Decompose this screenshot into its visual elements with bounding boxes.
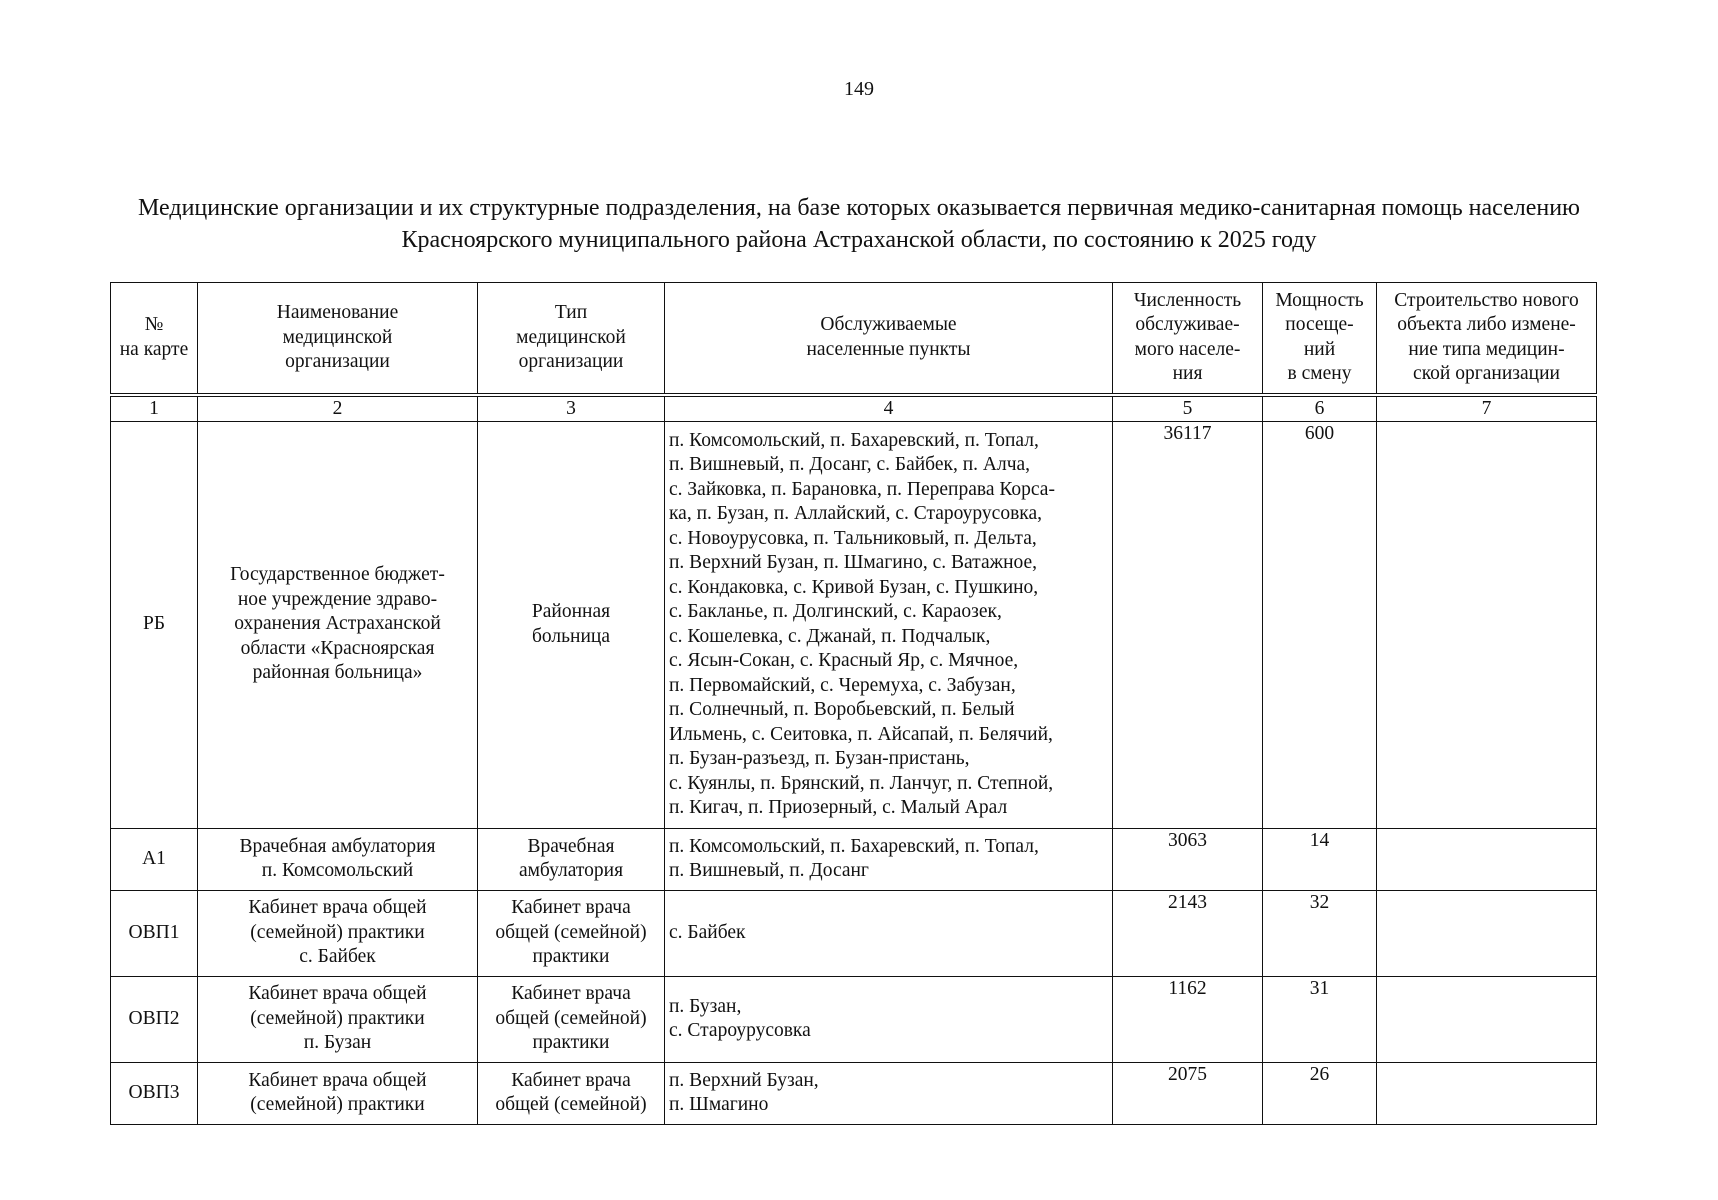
cell-map-number: А1 [111, 828, 198, 890]
cell-population: 2143 [1113, 890, 1263, 976]
medical-organizations-table [110, 282, 1597, 1125]
cell-population: 3063 [1113, 828, 1263, 890]
cell-served-settlements: п. Бузан, с. Староурусовка [665, 976, 1113, 1062]
cell-served-settlements: п. Комсомольский, п. Бахаревский, п. Топал, п. Вишневый, п. Досанг, с. Байбек, п. Алча, с. Зайковка, п. Барановка, п. Переправа Корса- ка, п. Бузан, п. Аллайский, с. Староурусовка, с. Новоурусовка, п. Тальниковый, п. Дельта, п. Верхний Бузан, п. Шмагино, с. Ватажное, с. Кондаковка, с. Кривой Бузан, с. Пушкино, с. Бакланье, п. Долгинский, с. Караозек, с. Кошелевка, с. Джанай, п. Подчалык, с. Ясын-Сокан, с. Красный Яр, с. Мячное, п. Первомайский, с. Черемуха, с. Забузан, п. Солнечный, п. Воробьевский, п. Белый Ильмень, с. Сеитовка, п. Айсапай, п. Белячий, п. Бузан-разъезд, п. Бузан-пристань, с. Куянлы, п. Брянский, п. Ланчуг, п. Степной, п. Кигач, п. Приозерный, с. Малый Арал [665, 421, 1113, 828]
cell-visit-capacity: 32 [1263, 890, 1377, 976]
column-number: 3 [478, 395, 665, 422]
cell-map-number: ОВП1 [111, 890, 198, 976]
cell-organization-type: Районная больница [478, 421, 665, 828]
cell-served-settlements: п. Верхний Бузан, п. Шмагино [665, 1062, 1113, 1124]
table-row [111, 1062, 1597, 1124]
header-organization-type: Тип медицинской организации [478, 283, 665, 395]
header-served-settlements: Обслуживаемые населенные пункты [665, 283, 1113, 395]
column-number: 5 [1113, 395, 1263, 422]
table-header-row [111, 283, 1597, 395]
cell-construction [1377, 1062, 1597, 1124]
header-map-number: № на карте [111, 283, 198, 395]
cell-visit-capacity: 600 [1263, 421, 1377, 828]
cell-organization-type: Кабинет врача общей (семейной) практики [478, 890, 665, 976]
table-row [111, 976, 1597, 1062]
cell-population: 2075 [1113, 1062, 1263, 1124]
cell-organization-name: Кабинет врача общей (семейной) практики [198, 1062, 478, 1124]
cell-construction [1377, 890, 1597, 976]
table-row [111, 890, 1597, 976]
cell-organization-name: Кабинет врача общей (семейной) практики п. Бузан [198, 976, 478, 1062]
cell-population: 36117 [1113, 421, 1263, 828]
header-construction: Строительство нового объекта либо измене- ние типа медицин- ской организации [1377, 283, 1597, 395]
header-population: Численность обслуживае- мого населе- ния [1113, 283, 1263, 395]
cell-visit-capacity: 14 [1263, 828, 1377, 890]
column-number-row [111, 395, 1597, 422]
cell-map-number: ОВП3 [111, 1062, 198, 1124]
cell-construction [1377, 828, 1597, 890]
column-number: 2 [198, 395, 478, 422]
document-title: Медицинские организации и их структурные подразделения, на базе которых оказывается первичная медико-санитарная помощь населению Красноярского муниципального района Астраханской области, по состоянию к 2025 году [138, 195, 1580, 253]
cell-construction [1377, 976, 1597, 1062]
cell-visit-capacity: 31 [1263, 976, 1377, 1062]
cell-organization-type: Врачебная амбулатория [478, 828, 665, 890]
table-row [111, 828, 1597, 890]
cell-organization-name: Государственное бюджет- ное учреждение здраво- охранения Астраханской области «Красноярская районная больница» [198, 421, 478, 828]
header-organization-name: Наименование медицинской организации [198, 283, 478, 395]
cell-map-number: РБ [111, 421, 198, 828]
cell-organization-type: Кабинет врача общей (семейной) [478, 1062, 665, 1124]
cell-construction [1377, 421, 1597, 828]
cell-organization-type: Кабинет врача общей (семейной) практики [478, 976, 665, 1062]
table-row [111, 421, 1597, 828]
header-visit-capacity: Мощность посеще- ний в смену [1263, 283, 1377, 395]
column-number: 7 [1377, 395, 1597, 422]
cell-served-settlements: п. Комсомольский, п. Бахаревский, п. Топал, п. Вишневый, п. Досанг [665, 828, 1113, 890]
cell-organization-name: Врачебная амбулатория п. Комсомольский [198, 828, 478, 890]
cell-served-settlements: с. Байбек [665, 890, 1113, 976]
column-number: 4 [665, 395, 1113, 422]
cell-visit-capacity: 26 [1263, 1062, 1377, 1124]
page-number: 149 [844, 78, 874, 100]
cell-population: 1162 [1113, 976, 1263, 1062]
cell-organization-name: Кабинет врача общей (семейной) практики с. Байбек [198, 890, 478, 976]
column-number: 1 [111, 395, 198, 422]
column-number: 6 [1263, 395, 1377, 422]
cell-map-number: ОВП2 [111, 976, 198, 1062]
